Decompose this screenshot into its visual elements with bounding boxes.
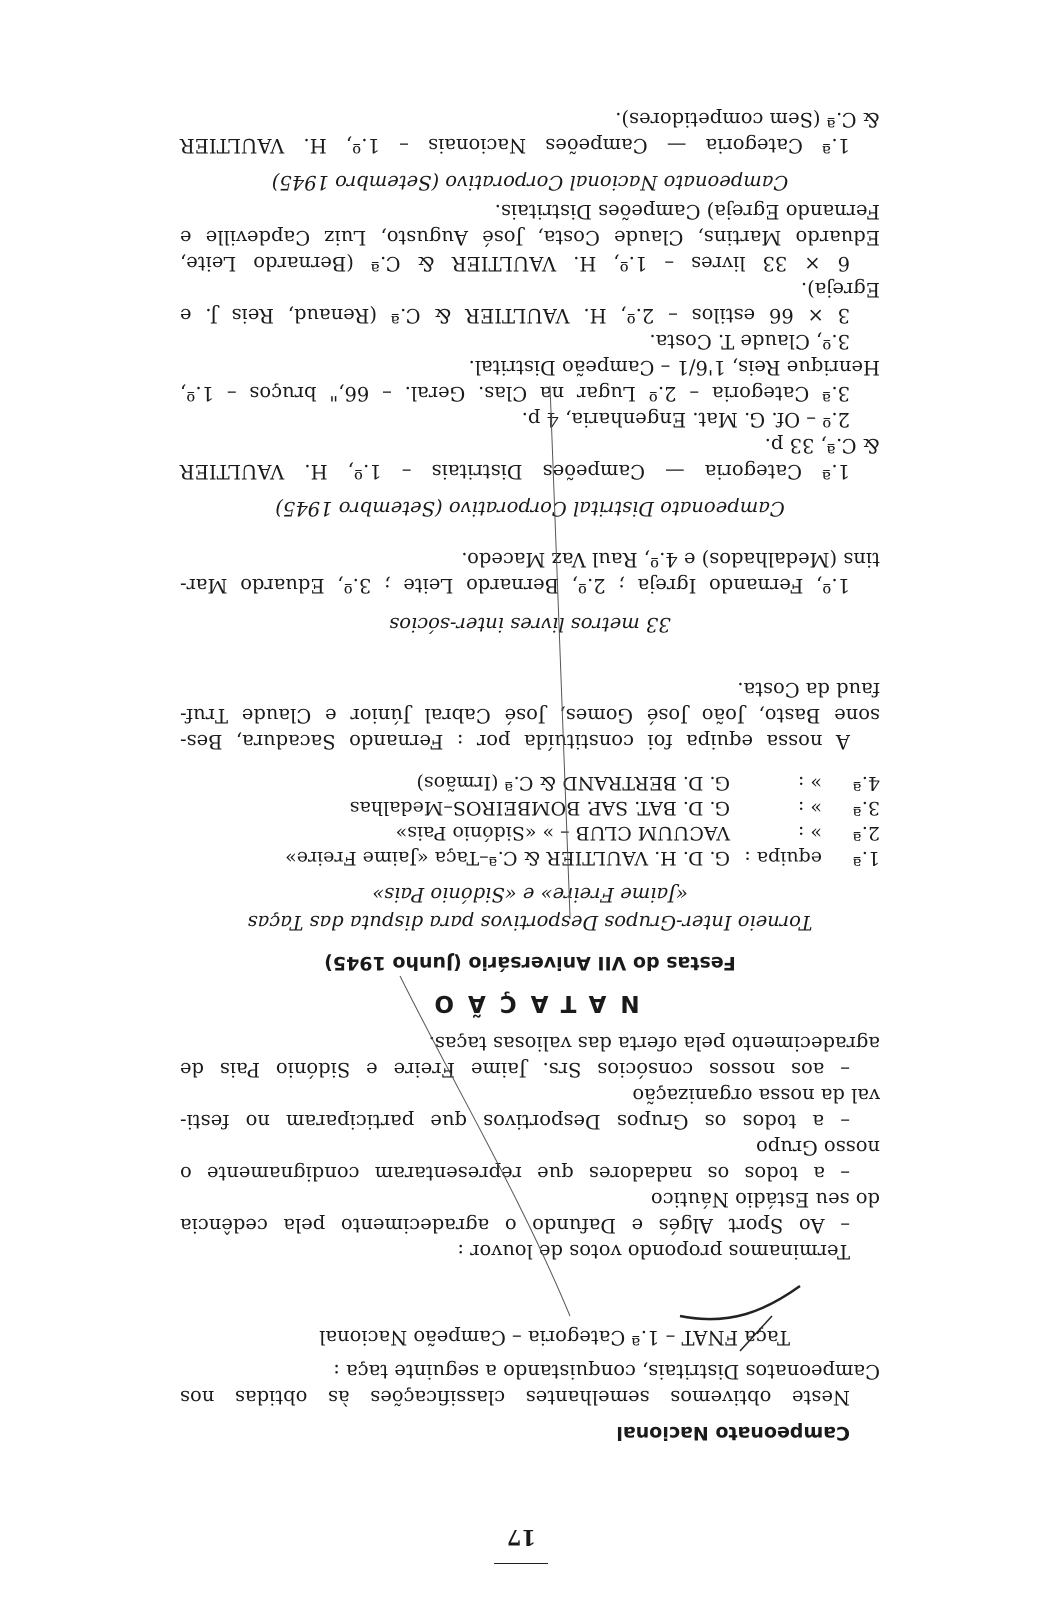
team-para-2: sone Basto, João José Gomes, José Cabral Júnior e Claude Truf- (180, 704, 880, 727)
team-paragraph (180, 676, 880, 754)
distrital-line: 3.ª Categoria – 2.º Lugar na Clas. Geral. – 66," bruços – 1.º, (180, 382, 850, 405)
distrital-line: 3.º, Claude T. Costa. (649, 330, 850, 353)
distrital-line: 1.ª Categoria — Campeões Distritais – 1.º, H. VAULTIER (180, 460, 850, 483)
page-number: 17 (506, 1525, 536, 1550)
closing-item-1-a: – Ao Sport Algés e Dafundo o agradecimento pela cedência (180, 1214, 850, 1237)
distrital-line: Egreja). (800, 278, 880, 301)
metros33-heading: 33 metros livres inter-sócios (389, 613, 671, 636)
distrital-section (180, 198, 880, 522)
distrital-line: Henrique Reis, 1'6/1 – Campeão Distrital. (468, 356, 880, 379)
team-kind: » : (797, 772, 822, 794)
closing-opening: Terminamos propondo votos de louvor : (457, 1240, 850, 1263)
distrital-line: 6 × 33 livres – 1.º, H. VAULTIER & C.ª (Bernardo Leite, (180, 252, 850, 275)
distrital-line: 2.º – Of. G. Mat. Engenharia, 4 p. (521, 408, 850, 431)
national-cup: Taça FNAT – 1.ª Categoria – Campeão Nacional (319, 1326, 790, 1349)
metros33-section (180, 546, 880, 638)
page-number-rule (494, 1563, 548, 1564)
distrital-heading: Campeonato Distrital Corporativo (Setembro 1945) (275, 497, 785, 520)
distrital-line: Fernando Egreja) Campeões Distritais. (494, 200, 880, 223)
closing-section (180, 1030, 880, 1264)
closing-item-3-b: val da nossa organização (632, 1084, 880, 1107)
team-place: 4.ª (852, 772, 880, 794)
closing-item-2-b: nosso Grupo (756, 1136, 880, 1159)
team-kind: » : (797, 822, 822, 844)
team-row (180, 770, 880, 795)
nacional-corporativo-section (180, 106, 880, 196)
team-name: G. D. BERTRAND & C.ª (Irmãos) (416, 772, 730, 794)
distrital-line: & C.ª, 33 p. (764, 434, 880, 457)
national-heading: Campeonato Nacional (616, 1422, 850, 1444)
closing-item-2-a: – a todos os nadadores que representaram condignamente o (180, 1162, 850, 1185)
nacional-corporativo-line-1: 1.ª Categoria — Campeões Nacionais – 1.º, H. VAULTIER (180, 134, 850, 157)
closing-item-4-a: – aos nossos consócios Srs. Jaime Freire e Sidónio Pais de (180, 1058, 850, 1081)
natacao-section (180, 676, 880, 1016)
closing-item-3-a: – a todos os Grupos Desportivos que participaram no festi- (180, 1110, 850, 1133)
metros33-line-1: 1.º, Fernando Igreja ; 2.º, Bernardo Leite ; 3.º, Eduardo Mar- (180, 574, 850, 597)
closing-item-1-b: do seu Estádio Náutico (650, 1188, 880, 1211)
team-results (180, 770, 880, 870)
team-row (180, 795, 880, 820)
closing-item-4-b: agradecimento pela oferta das valiosas taças. (428, 1032, 880, 1055)
team-place: 3.ª (852, 797, 880, 819)
team-para-3: faud da Costa. (737, 678, 880, 701)
distrital-line: Eduardo Martins, Claude Costa, José Augusto, Luiz Capdeville e (180, 226, 880, 249)
natacao-title: NATAÇÃO (420, 990, 640, 1016)
team-row (180, 820, 880, 845)
team-place: 1.ª (852, 847, 880, 869)
metros33-line-2: tins (Medalhados) e 4.º, Raul Vaz Macedo. (461, 548, 880, 571)
nacional-corporativo-line-2: & C.ª (Sem competidores). (615, 108, 880, 131)
team-place: 2.ª (852, 822, 880, 844)
team-name: VACUUM CLUB – » «Sidónio Pais» (395, 822, 730, 844)
team-para-1: A nossa equipa foi constituída por : Fernando Sacadura, Bes- (180, 730, 850, 753)
national-intro-2: Campeonatos Distritais, conquistando a seguinte taça : (333, 1360, 880, 1383)
team-name: G. D. BAT. SAP. BOMBEIROS–Medalhas (349, 797, 730, 819)
national-section (180, 1324, 880, 1446)
festas-heading: Festas do VII Aniversário (Junho 1945) (324, 952, 736, 974)
national-intro-1: Neste obtivemos semelhantes classificações às obtidas nos (180, 1386, 850, 1409)
distrital-line: 3 × 66 estilos – 2.º, H. VAULTIER & C.ª (Renaud, Reis J. e (180, 304, 850, 327)
torneio-heading-1: Torneio Inter-Grupos Desportivos para disputa das Taças (247, 911, 813, 934)
team-row (180, 845, 880, 870)
team-kind: » : (797, 797, 822, 819)
torneio-heading-2: «Jaime Freire» e «Sidónio Pais» (372, 883, 688, 906)
team-name: G. D. H. VAULTIER & C.ª–Taça «Jaime Freire» (285, 847, 730, 869)
nacional-corporativo-heading: Campeonato Nacional Corporativo (Setembro 1945) (271, 171, 789, 194)
team-kind: equipa : (744, 847, 822, 869)
